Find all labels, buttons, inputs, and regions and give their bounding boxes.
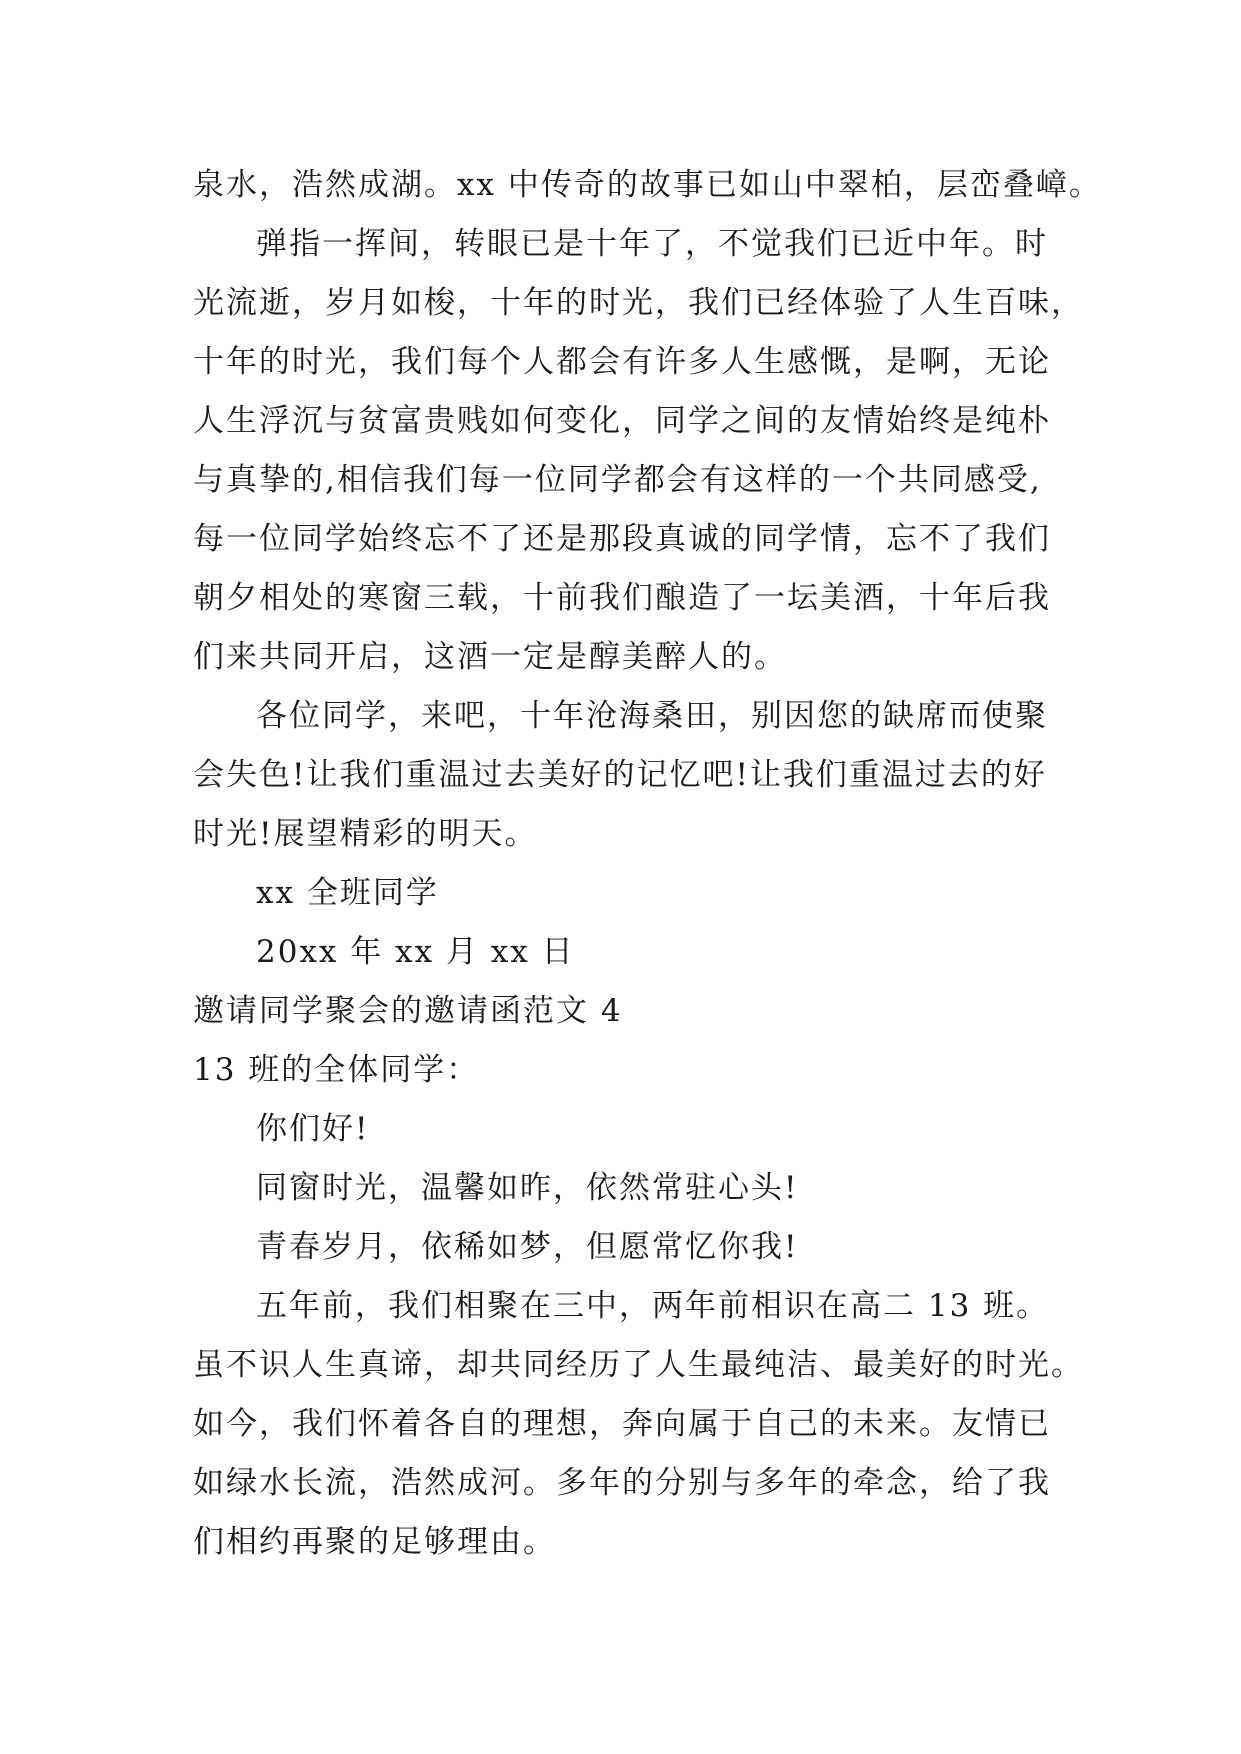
text-line: 朝夕相处的寒窗三载，十前我们酿造了一坛美酒，十年后我 (193, 580, 1051, 616)
paragraph-first-line: 五年前，我们相聚在三中，两年前相识在高二 13 班。 (256, 1288, 1050, 1324)
text-line: 如今，我们怀着各自的理想，奔向属于自己的未来。友情已 (193, 1406, 1051, 1442)
text-line: 青春岁月，依稀如梦，但愿常忆你我! (256, 1229, 799, 1265)
salutation: 13 班的全体同学： (193, 1052, 480, 1088)
text-line: 如绿水长流，浩然成河。多年的分别与多年的牵念，给了我 (193, 1465, 1051, 1501)
text-line: 会失色!让我们重温过去美好的记忆吧!让我们重温过去的好 (193, 757, 1047, 793)
paragraph-first-line: 弹指一挥间，转眼已是十年了，不觉我们已近中年。时 (256, 226, 1048, 262)
signature-date: 20xx 年 xx 月 xx 日 (256, 934, 575, 970)
text-line: 十年的时光，我们每个人都会有许多人生感慨，是啊，无论 (193, 344, 1051, 380)
text-line: 光流逝，岁月如梭，十年的时光，我们已经体验了人生百味， (193, 285, 1084, 321)
text-line: 与真挚的,相信我们每一位同学都会有这样的一个共同感受, (193, 462, 1042, 498)
paragraph-first-line: 各位同学，来吧，十年沧海桑田，别因您的缺席而使聚 (256, 698, 1048, 734)
greeting-line: 你们好! (256, 1111, 370, 1147)
text-line: 同窗时光，温馨如昨，依然常驻心头! (256, 1170, 799, 1206)
signature-sender: xx 全班同学 (256, 875, 439, 911)
text-line: 泉水，浩然成湖。xx 中传奇的故事已如山中翠柏，层峦叠嶂。 (193, 167, 1102, 203)
text-line: 们相约再聚的足够理由。 (193, 1524, 556, 1560)
text-line: 时光!展望精彩的明天。 (193, 816, 538, 852)
text-line: 人生浮沉与贫富贵贱如何变化，同学之间的友情始终是纯朴 (193, 403, 1051, 439)
text-line: 每一位同学始终忘不了还是那段真诚的同学情，忘不了我们 (193, 521, 1051, 557)
text-line: 虽不识人生真谛，却共同经历了人生最纯洁、最美好的时光。 (193, 1347, 1084, 1383)
text-line: 们来共同开启，这酒一定是醇美醉人的。 (193, 639, 787, 675)
section-heading: 邀请同学聚会的邀请函范文 4 (193, 993, 623, 1029)
